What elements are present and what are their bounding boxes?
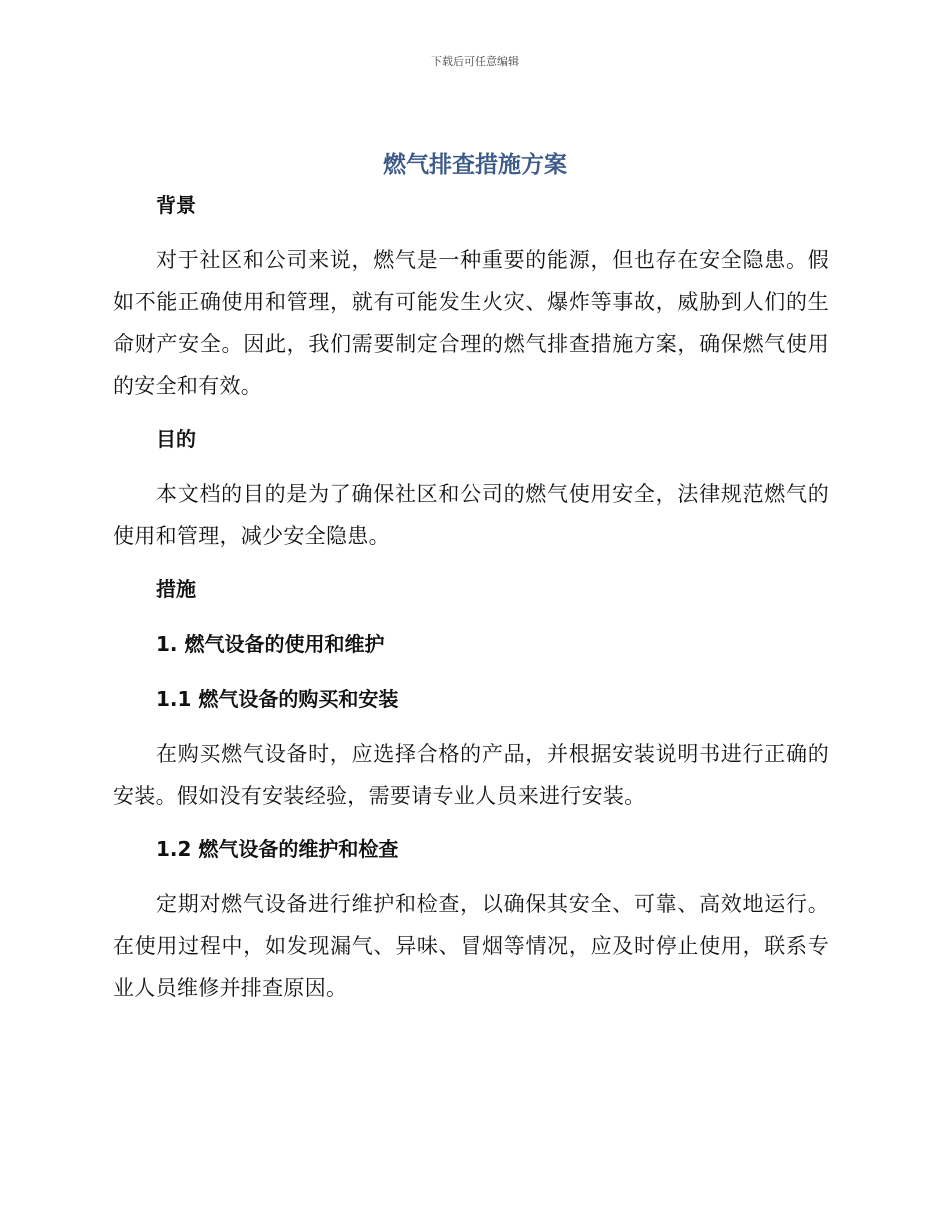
heading-purpose: 目的 — [156, 427, 196, 451]
heading-measure-1-2: 1.2 燃气设备的维护和检查 — [156, 837, 399, 861]
document-title: 燃气排查措施方案 — [383, 152, 567, 178]
paragraph-measure-1-1: 在购买燃气设备时，应选择合格的产品，并根据安装说明书进行正确的安装。假如没有安装经验，需要请专业人员来进行安装。 — [113, 742, 829, 808]
paragraph-purpose: 本文档的目的是为了确保社区和公司的燃气使用安全，法律规范燃气的使用和管理，减少安全隐患。 — [113, 482, 829, 548]
paragraph-background: 对于社区和公司来说，燃气是一种重要的能源，但也存在安全隐患。假如不能正确使用和管理，就有可能发生火灾、爆炸等事故，威胁到人们的生命财产安全。因此，我们需要制定合理的燃气排查措施方案，确保燃气使用的安全和有效。 — [113, 248, 829, 398]
heading-measure-1-1: 1.1 燃气设备的购买和安装 — [156, 687, 399, 711]
heading-background: 背景 — [156, 193, 196, 217]
heading-measures: 措施 — [156, 577, 196, 601]
heading-measure-1: 1. 燃气设备的使用和维护 — [156, 632, 385, 656]
document-body — [113, 190, 829, 1009]
header-note: 下载后可任意编辑 — [431, 55, 519, 68]
paragraph-measure-1-2: 定期对燃气设备进行维护和检查，以确保其安全、可靠、高效地运行。在使用过程中，如发现漏气、异味、冒烟等情况，应及时停止使用，联系专业人员维修并排查原因。 — [113, 892, 829, 1000]
